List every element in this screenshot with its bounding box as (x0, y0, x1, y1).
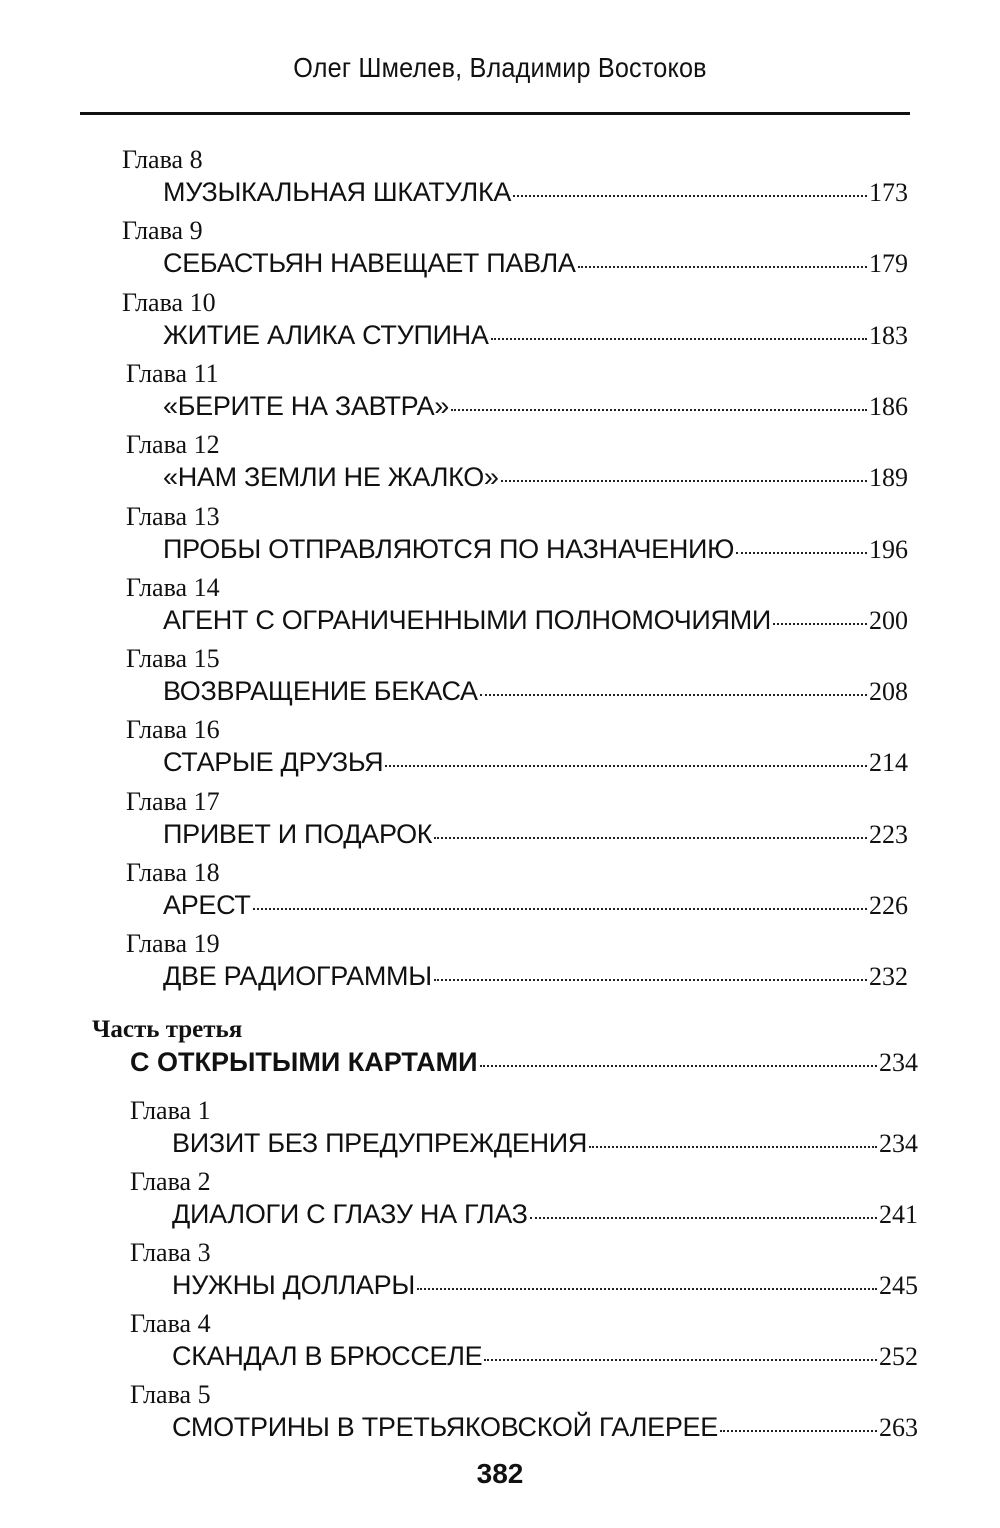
dot-leader (736, 552, 867, 554)
toc-entry[interactable] (172, 1410, 918, 1444)
dot-leader (417, 1288, 877, 1290)
toc-entry[interactable] (172, 1339, 918, 1373)
chapter-title: СТАРЫЕ ДРУЗЬЯ (163, 747, 384, 778)
chapter-title: ДИАЛОГИ С ГЛАЗУ НА ГЛАЗ (172, 1199, 528, 1229)
chapter-page: 186 (869, 391, 908, 421)
chapter-title: АРЕСТ (163, 890, 251, 920)
toc-entry[interactable] (163, 246, 908, 280)
dot-leader (501, 480, 867, 482)
part-entry[interactable] (130, 1044, 918, 1080)
chapter-title: АГЕНТ С ОГРАНИЧЕННЫМИ ПОЛНОМОЧИЯМИ (163, 604, 771, 635)
chapter-label: Глава 10 (122, 287, 216, 317)
chapter-label: Глава 8 (122, 145, 203, 174)
toc-entry[interactable] (163, 318, 908, 352)
chapter-label: Глава 1 (130, 1096, 211, 1125)
toc-entry[interactable] (163, 460, 908, 494)
chapter-label: Глава 18 (126, 858, 220, 887)
chapter-label: Глава 19 (126, 929, 220, 959)
chapter-title: ЖИТИЕ АЛИКА СТУПИНА (163, 319, 489, 350)
dot-leader (480, 1065, 877, 1067)
dot-leader (578, 266, 867, 268)
chapter-page: 214 (869, 748, 908, 778)
chapter-title: НУЖНЫ ДОЛЛАРЫ (172, 1270, 415, 1300)
chapter-title: ПРОБЫ ОТПРАВЛЯЮТСЯ ПО НАЗНАЧЕНИЮ (163, 533, 735, 564)
chapter-page: 234 (879, 1129, 918, 1158)
part-label: Часть третья (92, 1016, 243, 1043)
chapter-label: Глава 11 (126, 358, 219, 388)
toc-entry[interactable] (163, 817, 908, 851)
part-page: 234 (879, 1048, 918, 1077)
chapter-title: ВОЗВРАЩЕНИЕ БЕКАСА (163, 676, 478, 707)
chapter-title: ДВЕ РАДИОГРАММЫ (163, 961, 432, 992)
chapter-title: МУЗЫКАЛЬНАЯ ШКАТУЛКА (163, 177, 512, 207)
chapter-label: Глава 15 (126, 644, 220, 674)
toc-entry[interactable] (163, 888, 908, 922)
dot-leader (434, 837, 867, 839)
dot-leader (480, 694, 867, 696)
dot-leader (253, 908, 867, 910)
chapter-title: ВИЗИТ БЕЗ ПРЕДУПРЕЖДЕНИЯ (172, 1128, 588, 1158)
chapter-label: Глава 3 (130, 1238, 211, 1267)
chapter-page: 189 (869, 463, 908, 493)
toc-entry[interactable] (163, 389, 908, 423)
dot-leader (720, 1430, 877, 1432)
dot-leader (484, 1359, 877, 1361)
dot-leader (491, 338, 867, 340)
chapter-page: 200 (869, 605, 908, 635)
dot-leader (434, 979, 867, 981)
chapter-title: ПРИВЕТ И ПОДАРОК (163, 818, 433, 849)
chapter-label: Глава 12 (126, 430, 220, 460)
toc-entry[interactable] (172, 1197, 918, 1231)
chapter-page: 232 (869, 962, 908, 992)
chapter-page: 226 (869, 891, 908, 920)
page-number: 382 (476, 1458, 524, 1489)
toc-entry[interactable] (163, 959, 908, 993)
chapter-page: 196 (869, 534, 908, 564)
dot-leader (530, 1217, 877, 1219)
header-rule (80, 112, 910, 115)
chapter-label: Глава 2 (130, 1167, 211, 1196)
part-title: С ОТКРЫТЫМИ КАРТАМИ (130, 1047, 478, 1077)
dot-leader (773, 623, 867, 625)
dot-leader (451, 409, 867, 411)
dot-leader (513, 195, 867, 197)
toc-entry[interactable] (172, 1268, 918, 1302)
chapter-label: Глава 4 (130, 1309, 211, 1338)
chapter-label: Глава 9 (122, 216, 203, 246)
chapter-label: Глава 5 (130, 1380, 211, 1409)
chapter-page: 223 (869, 819, 908, 849)
dot-leader (589, 1146, 877, 1148)
toc-entry[interactable] (163, 175, 908, 209)
running-header: Олег Шмелев, Владимир Востоков (293, 52, 707, 83)
chapter-page: 173 (869, 178, 908, 207)
chapter-page: 245 (879, 1271, 918, 1300)
chapter-label: Глава 17 (126, 786, 220, 816)
chapter-title: «БЕРИТЕ НА ЗАВТРА» (163, 390, 450, 421)
chapter-label: Глава 13 (126, 501, 220, 531)
toc-entry[interactable] (163, 603, 908, 637)
chapter-title: СКАНДАЛ В БРЮССЕЛЕ (172, 1341, 483, 1371)
chapter-page: 252 (879, 1342, 918, 1371)
chapter-label: Глава 16 (126, 715, 220, 745)
chapter-label: Глава 14 (126, 572, 220, 602)
chapter-page: 263 (879, 1413, 918, 1442)
chapter-title: СМОТРИНЫ В ТРЕТЬЯКОВСКОЙ ГАЛЕРЕЕ (172, 1412, 718, 1442)
chapter-page: 241 (879, 1200, 918, 1229)
chapter-page: 208 (869, 677, 908, 707)
chapter-page: 179 (869, 249, 908, 279)
chapter-page: 183 (869, 320, 908, 350)
chapter-title: «НАМ ЗЕМЛИ НЕ ЖАЛКО» (163, 462, 499, 493)
toc-entry[interactable] (172, 1126, 918, 1160)
dot-leader (385, 765, 867, 767)
toc-entry[interactable] (163, 674, 908, 708)
toc-entry[interactable] (163, 532, 908, 566)
toc-entry[interactable] (163, 745, 908, 779)
chapter-title: СЕБАСТЬЯН НАВЕЩАЕТ ПАВЛА (163, 248, 576, 279)
